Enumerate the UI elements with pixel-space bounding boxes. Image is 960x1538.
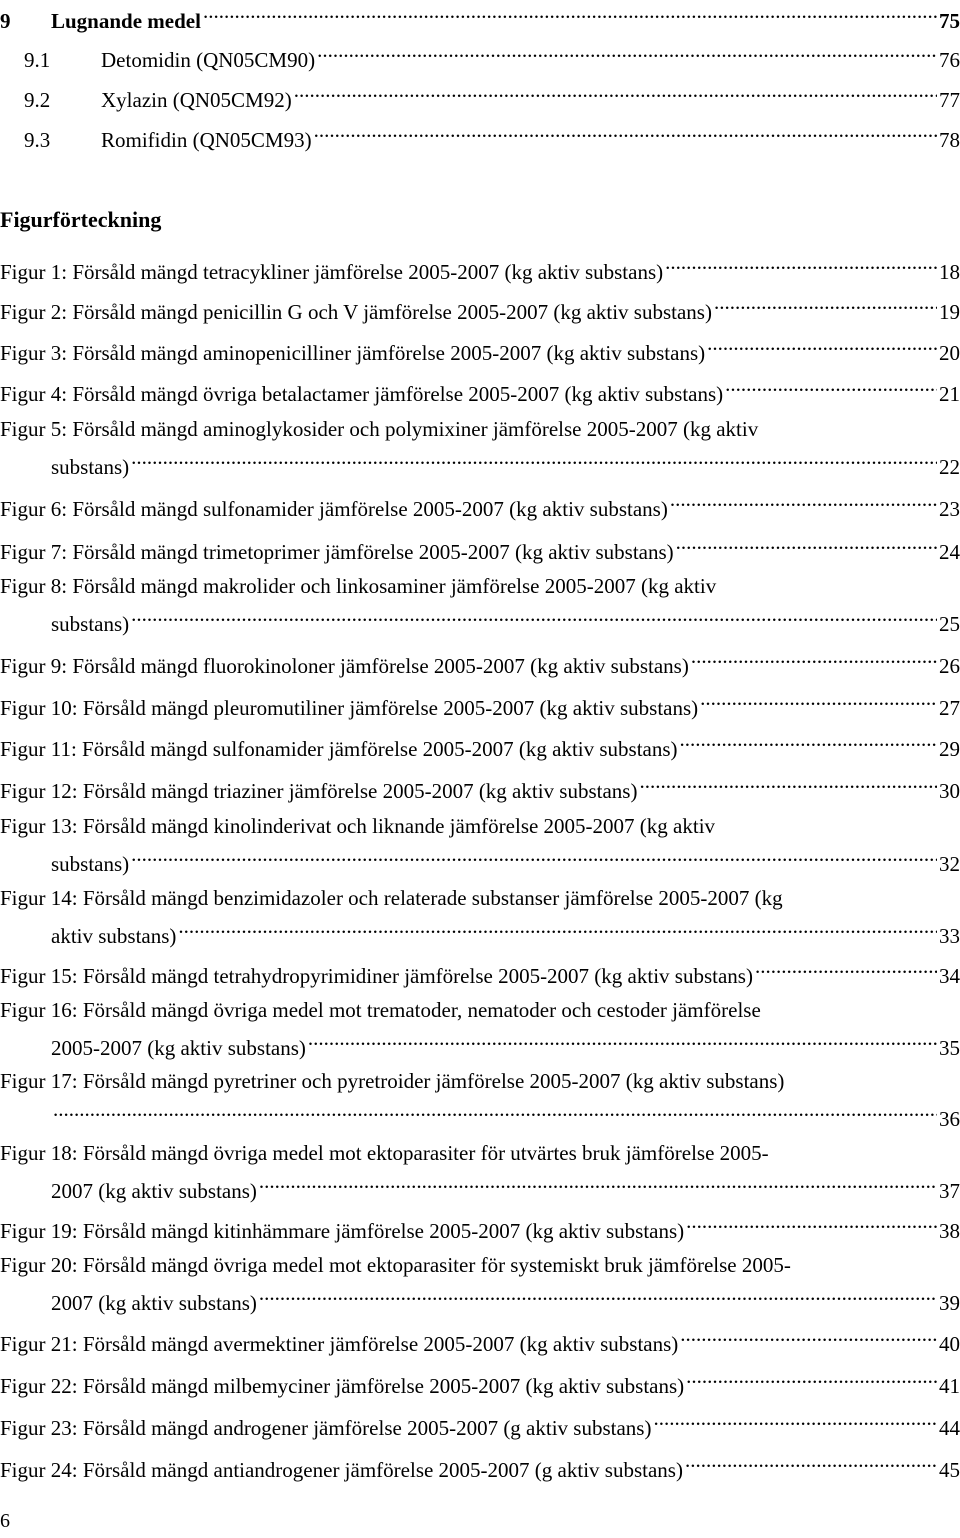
figure-caption-text: Figur 14: Försåld mängd benzimidazoler och relaterade substanser jämförelse 2005-2007 (kg: [0, 886, 783, 910]
dot-leader: [680, 726, 937, 756]
figure-page-number: 45: [939, 1458, 960, 1482]
figure-entry-line: [0, 571, 960, 601]
figure-entry-line: [0, 811, 960, 841]
figure-caption-text: Figur 19: Försåld mängd kitinhämmare jämförelse 2005-2007 (kg aktiv substans): [0, 1219, 685, 1243]
figure-list-entry[interactable]: [0, 726, 960, 761]
figure-page-number: 26: [939, 654, 960, 678]
figure-page-number: 40: [939, 1332, 960, 1356]
figure-entry-line: [0, 643, 960, 678]
figure-page-number: 39: [939, 1291, 960, 1315]
dot-leader: [691, 643, 937, 673]
figure-caption-text: 2007 (kg aktiv substans): [51, 1291, 257, 1315]
figure-caption-text: Figur 22: Försåld mängd milbemyciner jämförelse 2005-2007 (kg aktiv substans): [0, 1374, 685, 1398]
toc-entry[interactable]: [0, 0, 960, 33]
dot-leader: [685, 1447, 937, 1477]
figure-page-number: 33: [939, 924, 960, 948]
figure-caption-text: 2005-2007 (kg aktiv substans): [51, 1036, 306, 1060]
dot-leader: [714, 289, 937, 319]
figure-list-entry[interactable]: [0, 1363, 960, 1398]
figure-caption-text: substans): [51, 852, 130, 876]
figure-list-entry[interactable]: [0, 289, 960, 324]
page-number: 6: [0, 1510, 10, 1532]
dot-leader: [670, 486, 937, 516]
figure-list-entry[interactable]: [0, 883, 960, 948]
figure-caption-text: Figur 13: Försåld mängd kinolinderivat och liknande jämförelse 2005-2007 (kg aktiv: [0, 814, 716, 838]
figure-list-entry[interactable]: [0, 529, 960, 564]
figure-list-entry[interactable]: [0, 1250, 960, 1315]
toc-entry-title: Xylazin (QN05CM92): [101, 88, 292, 112]
figure-caption-text: Figur 23: Försåld mängd androgener jämförelse 2005-2007 (g aktiv substans): [0, 1416, 652, 1440]
figure-caption-text: Figur 11: Försåld mängd sulfonamider jämförelse 2005-2007 (kg aktiv substans): [0, 737, 678, 761]
figure-entry-line: [0, 685, 960, 720]
figure-page-number: 30: [939, 779, 960, 803]
figure-entry-line: [0, 249, 960, 284]
dot-leader: [131, 601, 937, 631]
figure-caption-text: Figur 18: Försåld mängd övriga medel mot ektoparasiter för utvärtes bruk jämförelse 2005-: [0, 1141, 769, 1165]
figure-caption-text: Figur 16: Försåld mängd övriga medel mot trematoder, nematoder och cestoder jämförelse: [0, 998, 761, 1022]
dot-leader: [294, 77, 937, 107]
figure-entry-line: [0, 1025, 960, 1060]
dot-leader: [259, 1168, 937, 1198]
figure-caption-text: substans): [51, 455, 130, 479]
figure-page-number: 25: [939, 612, 960, 636]
toc-entry-title: Detomidin (QN05CM90): [101, 48, 316, 72]
dot-leader: [755, 953, 937, 983]
figure-caption-text: Figur 21: Försåld mängd avermektiner jämförelse 2005-2007 (kg aktiv substans): [0, 1332, 679, 1356]
figure-caption-text: Figur 6: Försåld mängd sulfonamider jämförelse 2005-2007 (kg aktiv substans): [0, 497, 668, 521]
figure-page-number: 19: [939, 300, 960, 324]
figure-caption-text: Figur 10: Försåld mängd pleuromutiliner jämförelse 2005-2007 (kg aktiv substans): [0, 696, 699, 720]
figure-list-entry[interactable]: [0, 1405, 960, 1440]
figure-caption-text: 2007 (kg aktiv substans): [51, 1179, 257, 1203]
figure-caption-text: Figur 3: Försåld mängd aminopenicilliner jämförelse 2005-2007 (kg aktiv substans): [0, 341, 706, 365]
figure-caption-text: Figur 17: Försåld mängd pyretriner och pyretroider jämförelse 2005-2007 (kg aktiv substans): [0, 1069, 785, 1093]
figure-page-number: 27: [939, 696, 960, 720]
figure-entry-line: [0, 486, 960, 521]
figure-entry-line: [0, 1280, 960, 1315]
toc-entry-number: 9.3: [24, 128, 51, 152]
toc-entry-number: 9: [0, 9, 11, 33]
figure-list-entry[interactable]: [0, 643, 960, 678]
figure-entry-line: [0, 1066, 960, 1096]
figure-caption-text: aktiv substans): [51, 924, 177, 948]
figure-caption-text: Figur 2: Försåld mängd penicillin G och V jämförelse 2005-2007 (kg aktiv substans): [0, 300, 712, 324]
figure-page-number: 22: [939, 455, 960, 479]
figure-page-number: 41: [939, 1374, 960, 1398]
figure-page-number: 34: [939, 964, 960, 988]
figure-list-entry[interactable]: [0, 486, 960, 521]
dot-leader: [314, 117, 937, 147]
figure-entry-line: [0, 726, 960, 761]
figure-caption-text: Figur 7: Försåld mängd trimetoprimer jämförelse 2005-2007 (kg aktiv substans): [0, 540, 674, 564]
figure-list-entry[interactable]: [0, 414, 960, 479]
figure-page-number: 38: [939, 1219, 960, 1243]
dot-leader: [707, 330, 937, 360]
dot-leader: [639, 768, 937, 798]
dot-leader: [665, 249, 937, 279]
figure-entry-line: [0, 1363, 960, 1398]
dot-leader: [676, 529, 937, 559]
dot-leader: [131, 841, 937, 871]
toc-entry[interactable]: [0, 117, 960, 152]
dot-leader: [308, 1025, 937, 1055]
toc-entry-page: 78: [939, 128, 960, 152]
figure-caption-text: Figur 1: Försåld mängd tetracykliner jämförelse 2005-2007 (kg aktiv substans): [0, 260, 664, 284]
figure-caption-text: Figur 9: Försåld mängd fluorokinoloner jämförelse 2005-2007 (kg aktiv substans): [0, 654, 689, 678]
figure-entry-line: [0, 371, 960, 406]
figure-list-entry[interactable]: [0, 1138, 960, 1203]
figure-list-entry[interactable]: [0, 1066, 960, 1131]
figure-list-entry[interactable]: [0, 811, 960, 876]
figure-list-entry[interactable]: [0, 768, 960, 803]
figure-caption-text: substans): [51, 612, 130, 636]
dot-leader: [53, 1096, 937, 1126]
figure-page-number: 37: [939, 1179, 960, 1203]
figure-caption-text: Figur 15: Försåld mängd tetrahydropyrimidiner jämförelse 2005-2007 (kg aktiv substans): [0, 964, 753, 988]
figure-entry-line: [0, 768, 960, 803]
figure-list-entry[interactable]: [0, 685, 960, 720]
figure-entry-line: [0, 1168, 960, 1203]
figure-entry-line: [0, 444, 960, 479]
figure-list-entry[interactable]: [0, 330, 960, 365]
toc-entry-title: Lugnande medel: [51, 9, 201, 33]
toc-entry[interactable]: [0, 77, 960, 112]
figure-list-entry[interactable]: [0, 1447, 960, 1482]
toc-entry-title: Romifidin (QN05CM93): [101, 128, 312, 152]
toc-entry-page: 75: [939, 9, 960, 33]
dot-leader: [653, 1405, 937, 1435]
figure-caption-text: Figur 5: Försåld mängd aminoglykosider och polymixiner jämförelse 2005-2007 (kg aktiv: [0, 417, 759, 441]
figure-list-entry[interactable]: [0, 249, 960, 284]
figure-entry-line: [0, 601, 960, 636]
figure-page-number: 21: [939, 382, 960, 406]
figure-page-number: 35: [939, 1036, 960, 1060]
dot-leader: [725, 371, 937, 401]
figure-page-number: 24: [939, 540, 960, 564]
figure-entry-line: [0, 841, 960, 876]
figure-entry-line: [0, 1250, 960, 1280]
figure-caption-text: Figur 8: Försåld mängd makrolider och linkosaminer jämförelse 2005-2007 (kg aktiv: [0, 574, 717, 598]
figure-page-number: 32: [939, 852, 960, 876]
figure-entry-line: [0, 1405, 960, 1440]
figure-page-number: 29: [939, 737, 960, 761]
figure-page-number: 36: [939, 1107, 960, 1131]
dot-leader: [178, 913, 937, 943]
dot-leader: [317, 37, 937, 67]
dot-leader: [686, 1363, 937, 1393]
figure-entry-line: [0, 1208, 960, 1243]
figure-entry-line: [0, 1096, 960, 1131]
dot-leader: [131, 444, 937, 474]
figure-caption-text: Figur 4: Försåld mängd övriga betalactamer jämförelse 2005-2007 (kg aktiv substans): [0, 382, 724, 406]
dot-leader: [700, 685, 937, 715]
figure-page-number: 18: [939, 260, 960, 284]
figure-list-entry[interactable]: [0, 995, 960, 1060]
dot-leader: [686, 1208, 937, 1238]
dot-leader: [259, 1280, 937, 1310]
figure-page-number: 20: [939, 341, 960, 365]
figure-entry-line: [0, 414, 960, 444]
figure-list-entry[interactable]: [0, 1321, 960, 1356]
figure-caption-text: Figur 24: Försåld mängd antiandrogener jämförelse 2005-2007 (g aktiv substans): [0, 1458, 683, 1482]
figure-entry-line: [0, 883, 960, 913]
figure-entry-line: [0, 1447, 960, 1482]
figure-caption-text: Figur 12: Försåld mängd triaziner jämförelse 2005-2007 (kg aktiv substans): [0, 779, 638, 803]
toc-entry-page: 76: [939, 48, 960, 72]
dot-leader: [680, 1321, 937, 1351]
figure-entry-line: [0, 529, 960, 564]
figure-list-entry[interactable]: [0, 953, 960, 988]
toc-entry-page: 77: [939, 88, 960, 112]
figure-list-entry[interactable]: [0, 571, 960, 636]
figure-entry-line: [0, 289, 960, 324]
toc-entry-number: 9.1: [24, 48, 51, 72]
figure-page-number: 23: [939, 497, 960, 521]
figure-entry-line: [0, 1321, 960, 1356]
figure-entry-line: [0, 913, 960, 948]
figure-entry-line: [0, 995, 960, 1025]
dot-leader: [203, 0, 937, 28]
toc-entry-number: 9.2: [24, 88, 51, 112]
figure-entry-line: [0, 953, 960, 988]
figure-entry-line: [0, 330, 960, 365]
toc-entry[interactable]: [0, 37, 960, 72]
figure-entry-line: [0, 1138, 960, 1168]
figure-list-entry[interactable]: [0, 371, 960, 406]
figure-list-entry[interactable]: [0, 1208, 960, 1243]
figure-caption-text: Figur 20: Försåld mängd övriga medel mot ektoparasiter för systemiskt bruk jämförelse 2005-: [0, 1253, 791, 1277]
figure-page-number: 44: [939, 1416, 960, 1440]
figure-list-heading: Figurförteckning: [0, 207, 162, 232]
